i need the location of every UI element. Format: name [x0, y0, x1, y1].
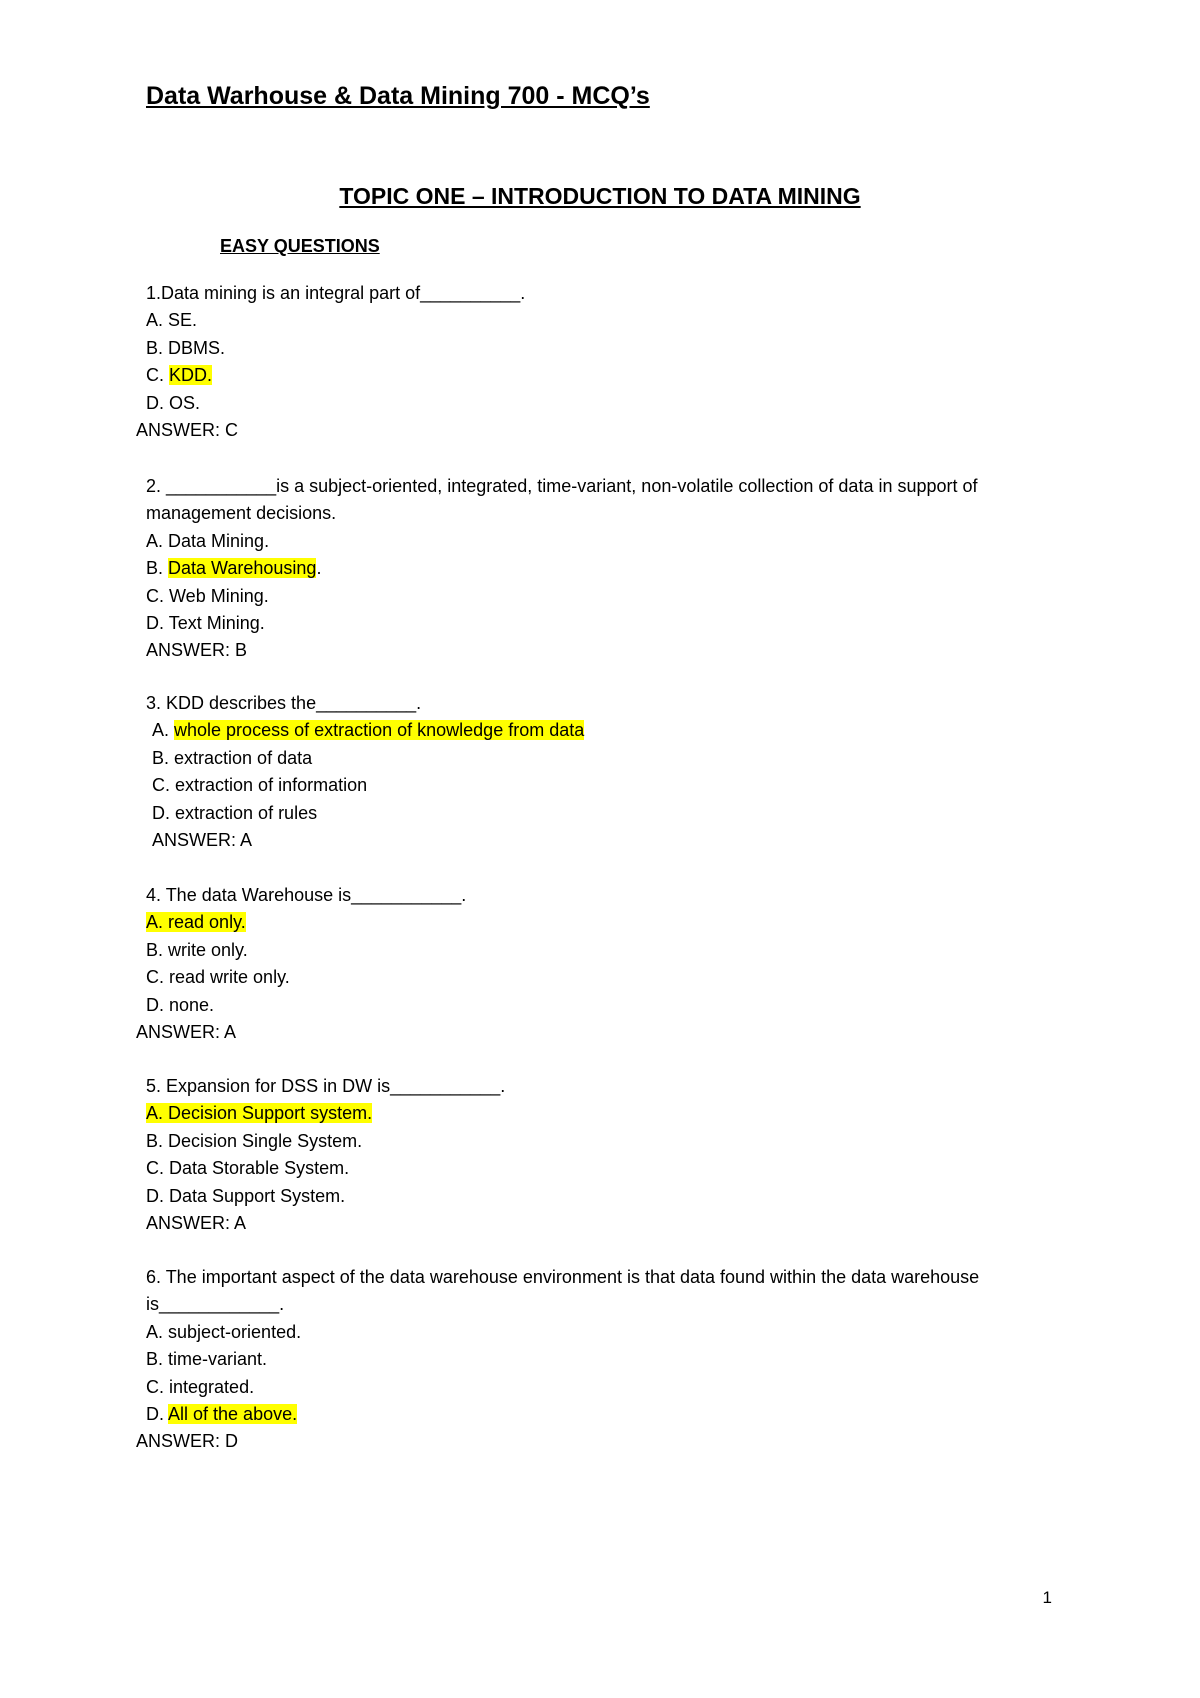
question-2: [146, 473, 1046, 665]
question-stem: 2. ___________is a subject-oriented, integrated, time-variant, non-volatile collection of data in support of management decisions.: [146, 476, 978, 524]
option-d: D. extraction of rules: [152, 802, 318, 823]
option-b: B. Data Warehousing.: [146, 558, 322, 579]
question-stem: 4. The data Warehouse is___________.: [146, 885, 467, 905]
highlighted-answer: A. Decision Support system.: [146, 1103, 373, 1124]
answer-line: ANSWER: B: [146, 640, 248, 661]
option-c: C. integrated.: [146, 1376, 255, 1397]
option-text: Web Mining.: [169, 585, 269, 606]
question-5: [146, 1073, 1046, 1237]
page-number: 1: [1042, 1588, 1052, 1607]
option-text: extraction of rules: [175, 802, 318, 823]
option-text: Data Mining.: [168, 530, 270, 551]
option-text: DBMS.: [168, 337, 226, 358]
option-b: B. write only.: [146, 939, 248, 960]
option-text: extraction of information: [175, 775, 368, 796]
question-stem: 6. The important aspect of the data warehouse environment is that data found within the data warehouse is____________.: [146, 1267, 980, 1315]
option-a: A. Data Mining.: [146, 530, 270, 551]
option-a: A. SE.: [146, 310, 198, 331]
topic-title: TOPIC ONE – INTRODUCTION TO DATA MINING: [339, 183, 861, 209]
option-c: C. KDD.: [146, 365, 213, 386]
question-3: [146, 690, 1046, 854]
answer-line: ANSWER: A: [146, 1213, 247, 1234]
answer-line: ANSWER: C: [136, 420, 239, 441]
option-b: B. Decision Single System.: [146, 1130, 363, 1151]
option-d: D. OS.: [146, 392, 201, 413]
option-text: write only.: [168, 939, 248, 960]
option-text: read write only.: [169, 967, 290, 988]
option-text: Text Mining.: [168, 613, 265, 634]
option-a: [146, 1100, 1046, 1127]
option-text: time-variant.: [168, 1349, 268, 1370]
option-text: extraction of data: [174, 747, 313, 768]
highlighted-answer: Data Warehousing: [168, 558, 317, 579]
option-a: [146, 909, 1046, 936]
option-d: D. none.: [146, 994, 215, 1015]
option-text: integrated.: [169, 1376, 255, 1397]
option-text: Data Storable System.: [169, 1158, 350, 1179]
option-text: Data Support System.: [169, 1185, 346, 1206]
option-text: subject-oriented.: [168, 1321, 302, 1342]
option-text: Decision Single System.: [168, 1130, 363, 1151]
question-stem: 5. Expansion for DSS in DW is___________.: [146, 1076, 506, 1096]
highlighted-answer: A. read only.: [146, 912, 246, 933]
answer-line: ANSWER: D: [136, 1431, 239, 1452]
option-b: B. extraction of data: [152, 747, 313, 768]
option-c: C. extraction of information: [152, 775, 368, 796]
question-6: [136, 1264, 1046, 1456]
section-title: EASY QUESTIONS: [220, 236, 380, 256]
option-d: D. All of the above.: [146, 1404, 298, 1425]
option-c: C. Web Mining.: [146, 585, 269, 606]
option-text: OS.: [169, 392, 201, 413]
option-a: A. whole process of extraction of knowledge from data: [152, 720, 585, 741]
question-stem: 3. KDD describes the__________.: [146, 693, 422, 713]
document-title: Data Warhouse & Data Mining 700 - MCQ’s: [146, 82, 650, 110]
question-4: [136, 882, 1046, 1046]
question-1: [136, 280, 1046, 444]
option-d: D. Text Mining.: [146, 613, 265, 634]
option-b: B. time-variant.: [146, 1349, 268, 1370]
highlighted-answer: KDD.: [169, 365, 213, 386]
answer-line: ANSWER: A: [136, 1022, 237, 1043]
option-text: SE.: [168, 310, 198, 331]
highlighted-answer: All of the above.: [168, 1404, 298, 1425]
option-c: C. Data Storable System.: [146, 1158, 350, 1179]
option-d: D. Data Support System.: [146, 1185, 346, 1206]
option-a: A. subject-oriented.: [146, 1321, 302, 1342]
highlighted-answer: whole process of extraction of knowledge from data: [174, 720, 585, 741]
option-text: none.: [169, 994, 215, 1015]
option-b: B. DBMS.: [146, 337, 226, 358]
option-c: C. read write only.: [146, 967, 290, 988]
answer-line: ANSWER: A: [152, 830, 253, 851]
question-stem: 1.Data mining is an integral part of__________.: [146, 283, 526, 303]
